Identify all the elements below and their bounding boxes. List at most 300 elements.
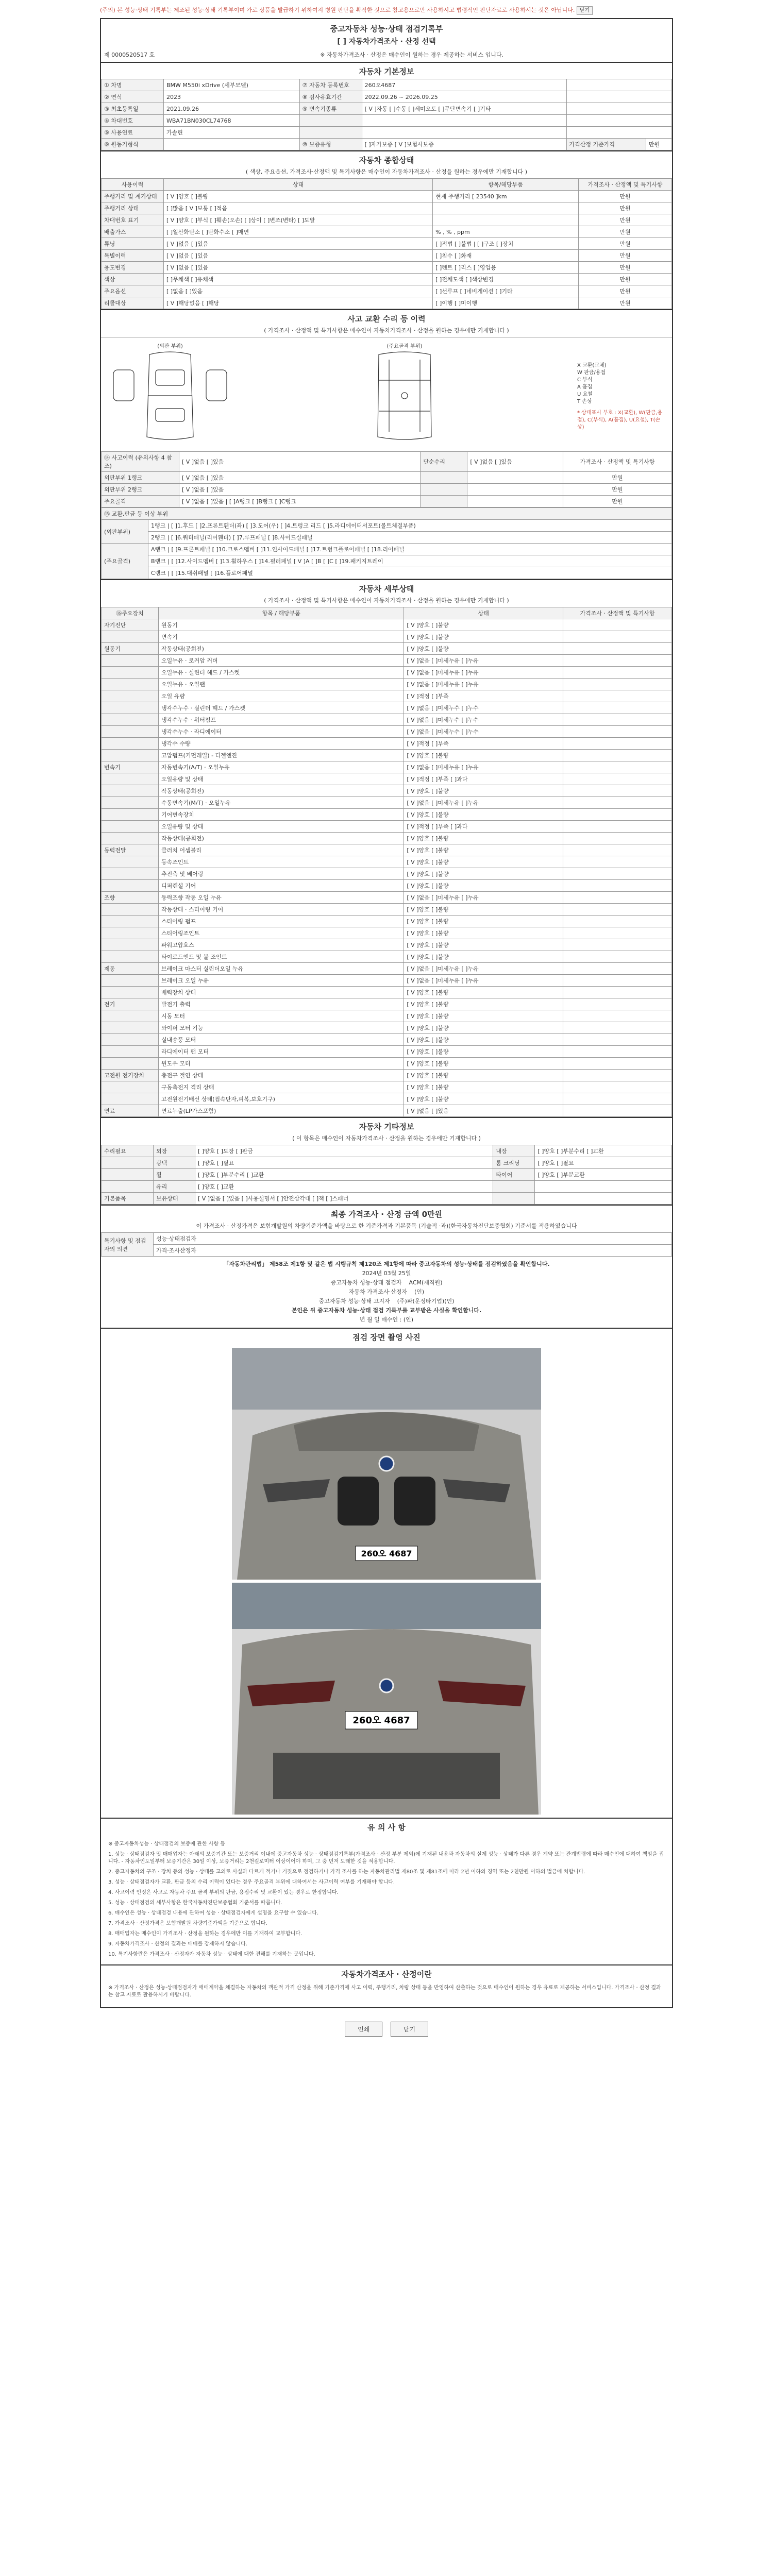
other-value-2: [ ]양호 [ ]부분수리 [ ]교환 (535, 1145, 672, 1157)
note-item: 9. 자동차가격조사 · 산정의 결과는 매매를 강제하지 않습니다. (108, 1941, 247, 1947)
overall-detail: 현재 주행거리 [ 23540 ]km (433, 191, 579, 202)
detail-group (102, 809, 159, 821)
other-group: 수리필요 (102, 1145, 154, 1157)
empty-cell (566, 127, 672, 139)
detail-part: 오일누유 · 오일팬 (159, 679, 404, 690)
overall-detail: [ ]렌트 [ ]리스 [ ]영업용 (433, 262, 579, 274)
detail-price (563, 868, 672, 880)
basic-value: BMW M550i xDrive (세부모델) (164, 79, 300, 91)
detail-price (563, 998, 672, 1010)
basic-label: ⑩ 보증유형 (299, 139, 362, 150)
detail-price (563, 856, 672, 868)
other-value: [ ]양호 [ ]도장 [ ]판금 (195, 1145, 493, 1157)
detail-state: [ V ]양호 [ ]불량 (404, 951, 563, 963)
detail-group (102, 655, 159, 667)
other-value-2 (535, 1193, 672, 1205)
certification-date: 2024년 03월 25일 (362, 1270, 411, 1277)
document-note: ※ 자동차가격조사 · 산정은 매수인이 원하는 경우 제공하는 서비스 입니다. (320, 52, 504, 58)
detail-row (102, 939, 672, 951)
overall-price: 만원 (579, 214, 672, 226)
detail-group (102, 1046, 159, 1058)
detail-group (102, 797, 159, 809)
overall-price: 만원 (579, 238, 672, 250)
detail-state: [ V ]없음 [ ]미세누유 [ ]누유 (404, 679, 563, 690)
detail-state: [ V ]적정 [ ]부족 [ ]과다 (404, 773, 563, 785)
other-group (102, 1157, 154, 1169)
basic-row (102, 127, 672, 139)
note-item: 10. 특기사항란은 가격조사 · 산정자가 자동차 성능 · 상태에 대한 견해를 기재하는 곳입니다. (108, 1952, 315, 1957)
detail-state: [ V ]양호 [ ]불량 (404, 868, 563, 880)
legend-item: U 요철 (577, 392, 593, 397)
detail-part: 냉각수누수 · 실린더 헤드 / 가스켓 (159, 702, 404, 714)
other-group (102, 1169, 154, 1181)
detail-group (102, 916, 159, 927)
note-item: 2. 중고자동차의 구조 · 장치 등의 성능 · 상태를 고의로 사실과 다르게 적거나 거짓으로 점검하거나 가격 조사를 하는 자동차관리법 제80조 및 제81조에 따라 2년 이하의 징역 또는 2천만원 이하의 벌금에 처합니다. (108, 1869, 585, 1875)
detail-part: 고전원전기배선 상태(접속단자,피복,보호기구) (159, 1093, 404, 1105)
detail-row (102, 975, 672, 987)
detail-state: [ V ]양호 [ ]불량 (404, 1034, 563, 1046)
overall-price: 만원 (579, 297, 672, 309)
detail-note: ( 가격조사 · 산정액 및 특기사항은 매수인이 자동차가격조사 · 산정을 원하는 경우에만 기재합니다 ) (264, 597, 509, 604)
detail-group (102, 987, 159, 998)
detail-row (102, 963, 672, 975)
accident-value-2 (467, 496, 563, 507)
accident-value-2 (467, 484, 563, 496)
detail-state: [ V ]양호 [ ]불량 (404, 880, 563, 892)
page (100, 6, 673, 2037)
detail-part: 작동상태(공회전) (159, 785, 404, 797)
notifier-sig-label: 중고자동차 성능·상태 고지자 (318, 1298, 390, 1304)
appraiser-sig-value: (인) (414, 1289, 425, 1295)
detail-price (563, 726, 672, 738)
overall-price: 만원 (579, 191, 672, 202)
other-item: 휠 (154, 1169, 195, 1181)
accident-note: ( 가격조사 · 산정액 및 특기사항은 매수인이 자동차가격조사 · 산정을 원하는 경우에만 기재합니다 ) (264, 327, 509, 334)
detail-row (102, 702, 672, 714)
parts-row (102, 532, 672, 544)
overall-row (102, 214, 672, 226)
other-item-2 (493, 1181, 535, 1193)
overall-state: [ ]없음 [ ]있음 (164, 285, 433, 297)
detail-part: 클러치 어셈블리 (159, 844, 404, 856)
note-item: 5. 성능 · 상태점검의 세부사항은 한국자동차진단보증협회 기준서를 따릅니다. (108, 1900, 282, 1906)
detail-state: [ V ]없음 [ ]미세누유 [ ]누유 (404, 761, 563, 773)
detail-group: 변속기 (102, 761, 159, 773)
detail-row (102, 833, 672, 844)
detail-price (563, 679, 672, 690)
parts-header-row (102, 508, 672, 520)
detail-price (563, 1070, 672, 1081)
overall-state: [ V ]해당없음 [ ]해당 (164, 297, 433, 309)
detail-group (102, 868, 159, 880)
basic-row (102, 103, 672, 115)
detail-group (102, 856, 159, 868)
detail-part: 수동변속기(M/T) · 오일누유 (159, 797, 404, 809)
parts-label: ⑮ 교환,판금 등 이상 부위 (102, 508, 672, 520)
accident-price: 만원 (563, 484, 672, 496)
overall-price: 만원 (579, 262, 672, 274)
price-explainer-text: ※ 가격조사 · 산정은 성능·상태점검자가 매매계약을 체결하는 자동차의 객관적 가격 산정을 위해 기준가격에 사고 이력, 주행거리, 차량 상태 등을 반영하여 산출하는 것으로 매수인이 원하는 경우 유료로 제공하는 서비스입니다. 가격조사 · 산정 결과는 참고 자료로 활용하시기 바랍니다. (108, 1985, 661, 1998)
detail-price (563, 761, 672, 773)
detail-group: 고전원 전기장치 (102, 1070, 159, 1081)
detail-price (563, 785, 672, 797)
legend-item: A 흠집 (577, 384, 593, 390)
accident-price: 만원 (563, 496, 672, 507)
detail-part: 추진축 및 베어링 (159, 868, 404, 880)
basic-value: [ V ]자동 [ ]수동 [ ]세미오토 [ ]무단변속기 [ ]기타 (362, 103, 566, 115)
inspector-sig-label: 중고자동차 성능·상태 점검자 (330, 1279, 402, 1286)
basic-label: ⑦ 자동차 등록번호 (299, 79, 362, 91)
basic-label: ⑤ 사용연료 (102, 127, 164, 139)
overall-row (102, 226, 672, 238)
photos-title: 점검 장면 촬영 사진 (101, 1328, 672, 1345)
price-basis-label: 가격산정 기준가격 (566, 139, 646, 150)
detail-group (102, 702, 159, 714)
detail-group (102, 714, 159, 726)
notifier-sig-value: (주)파(운정타기업)(인) (397, 1298, 455, 1304)
note-item: 7. 가격조사 · 산정가격은 보험개발원 차량기준가액을 기준으로 합니다. (108, 1921, 267, 1926)
detail-row (102, 916, 672, 927)
other-value: [ ]양호 [ ]교환 (195, 1181, 493, 1193)
document-number: 제 0000520517 호 (104, 52, 155, 58)
detail-state: [ V ]양호 [ ]불량 (404, 1058, 563, 1070)
detail-row (102, 1010, 672, 1022)
inspector-sig-value: ACM(재직원) (409, 1279, 443, 1286)
detail-price (563, 975, 672, 987)
detail-row (102, 856, 672, 868)
inspector-opinion: 성능·상태점검자 (154, 1233, 672, 1245)
overall-item: 주행거리 상태 (102, 202, 164, 214)
other-value-2: [ ]양호 [ ]부분교환 (535, 1169, 672, 1181)
detail-part: 오일누유 · 로커암 커버 (159, 655, 404, 667)
basic-label: ④ 차대번호 (102, 115, 164, 127)
basic-label: ③ 최초등록일 (102, 103, 164, 115)
detail-state: [ V ]적정 [ ]부족 (404, 738, 563, 750)
detail-header: 항목 / 해당부품 (159, 607, 404, 619)
detail-price (563, 714, 672, 726)
detail-part: 충전구 절연 상태 (159, 1070, 404, 1081)
accident-value: [ V ]없음 [ ]있음 (179, 484, 421, 496)
detail-row (102, 1070, 672, 1081)
overall-row (102, 262, 672, 274)
other-value: [ ]양호 [ ]부분수리 [ ]교환 (195, 1169, 493, 1181)
detail-part: 와이퍼 모터 기능 (159, 1022, 404, 1034)
overall-detail: [ ]전체도색 [ ]색상변경 (433, 274, 579, 285)
other-value: [ ]양호 [ ]필요 (195, 1157, 493, 1169)
other-row (102, 1169, 672, 1181)
overall-row (102, 238, 672, 250)
outer-part-item: 2랭크 | [ ]6.쿼터패널(리어휀더) [ ]7.루프패널 [ ]8.사이드실패널 (148, 532, 672, 544)
detail-part: 오일유량 및 상태 (159, 821, 404, 833)
overall-item: 주행거리 및 계기상태 (102, 191, 164, 202)
detail-part: 브레이크 마스터 실린더오일 누유 (159, 963, 404, 975)
overall-item: 배출가스 (102, 226, 164, 238)
detail-state: [ V ]양호 [ ]불량 (404, 939, 563, 951)
other-info-table (101, 1145, 672, 1205)
overall-state: [ V ]없음 [ ]있음 (164, 238, 433, 250)
other-info-title: 자동차 기타정보 (101, 1117, 672, 1134)
other-item: 외장 (154, 1145, 195, 1157)
detail-state: [ V ]없음 [ ]미세누유 [ ]누유 (404, 975, 563, 987)
detail-price (563, 738, 672, 750)
detail-header-row (102, 607, 672, 619)
rear-plate: 260오 4687 (352, 1715, 410, 1726)
detail-row (102, 667, 672, 679)
detail-part: 동력조향 작동 오일 누유 (159, 892, 404, 904)
other-value: [ V ]없음 [ ]있음 [ ]사용설명서 [ ]안전삼각대 [ ]잭 [ ]스패너 (195, 1193, 493, 1205)
legend-item: T 손상 (577, 399, 592, 404)
detail-row (102, 1022, 672, 1034)
detail-group (102, 833, 159, 844)
detail-state: [ V ]양호 [ ]불량 (404, 1046, 563, 1058)
overall-item: 리콜대상 (102, 297, 164, 309)
detail-row (102, 809, 672, 821)
detail-row (102, 1034, 672, 1046)
basic-label: ⑥ 원동기형식 (102, 139, 164, 150)
detail-part: 작동상태(공회전) (159, 643, 404, 655)
detail-price (563, 809, 672, 821)
close-button[interactable]: 닫기 (391, 2022, 428, 2037)
detail-part: 윈도우 모터 (159, 1058, 404, 1070)
detail-group (102, 1093, 159, 1105)
overall-state: [ ]무채색 [ ]유채색 (164, 274, 433, 285)
detail-state: [ V ]없음 [ ]미세누수 [ ]누수 (404, 726, 563, 738)
detail-price (563, 833, 672, 844)
outer-parts-group: (외판부위) (102, 520, 148, 544)
notice-text: (주의) 본 성능·상태 기록부는 제조된 성능·상태 기록부이며 가로 상품을 발급하기 위하여지 병원 판단을 확작한 것으로 참고용으로만 사용하시고 법령적인 판단자료로 사용하시는 것은 아닙니다. (100, 7, 575, 13)
frame-part-item: A랭크 | [ ]9.프론트패널 [ ]10.크로스멤버 [ ]11.인사이드패널 [ ]17.트렁크플로어패널 [ ]18.리어패널 (148, 544, 672, 555)
empty-cell (566, 103, 672, 115)
basic-value: WBA71BN030CL74768 (164, 115, 300, 127)
detail-price (563, 951, 672, 963)
accident-label: 외판부위 2랭크 (102, 484, 179, 496)
note-item: 8. 매매업자는 매수인이 가격조사 · 산정을 원하는 경우에만 이를 기재하여 교부합니다. (108, 1931, 303, 1937)
detail-price (563, 797, 672, 809)
detail-price (563, 773, 672, 785)
overall-item: 특별이력 (102, 250, 164, 262)
detail-state: [ V ]양호 [ ]불량 (404, 904, 563, 916)
receipt-statement: 본인은 위 중고자동차 성능·상태 점검 기록부를 교부받은 사실을 확인합니다. (291, 1307, 482, 1314)
overall-state: [ V ]없음 [ ]있음 (164, 250, 433, 262)
basic-value (164, 139, 300, 150)
frame-diagram (343, 342, 466, 447)
detail-part: 오일누유 · 실린더 헤드 / 가스켓 (159, 667, 404, 679)
other-item-2: 타이어 (493, 1169, 535, 1181)
overall-item: 색상 (102, 274, 164, 285)
detail-state: [ V ]양호 [ ]불량 (404, 643, 563, 655)
accident-table (101, 451, 672, 507)
parts-row (102, 555, 672, 567)
overall-detail: [ ]이행 [ ]미이행 (433, 297, 579, 309)
detail-row (102, 643, 672, 655)
detail-row (102, 951, 672, 963)
basic-label: ⑧ 검사유효기간 (299, 91, 362, 103)
accident-value-2: [ V ]없음 [ ]있음 (467, 452, 563, 472)
detail-state: [ V ]없음 [ ]미세누유 [ ]누유 (404, 655, 563, 667)
overall-detail (433, 214, 579, 226)
detail-part: 파워고압호스 (159, 939, 404, 951)
inspection-document (100, 18, 673, 2008)
overall-item: 튜닝 (102, 238, 164, 250)
detail-part: 작동상태(공회전) (159, 833, 404, 844)
detail-part: 등속조인트 (159, 856, 404, 868)
detail-row (102, 1105, 672, 1117)
opinion-label: 특기사항 및 점검자의 의견 (102, 1233, 154, 1257)
legend-note: * 상태표시 부호 : X(교환), W(판금,용접), C(부식), A(흠집), U(요철), T(손상) (577, 410, 663, 430)
detail-row (102, 690, 672, 702)
detail-row (102, 821, 672, 833)
detail-group (102, 951, 159, 963)
detail-part: 구동축전지 격리 상태 (159, 1081, 404, 1093)
print-button[interactable]: 인쇄 (345, 2022, 382, 2037)
accident-label: 외판부위 1랭크 (102, 472, 179, 484)
detail-row (102, 773, 672, 785)
detail-row (102, 631, 672, 643)
detail-group (102, 880, 159, 892)
accident-value: [ V ]없음 [ ]있음 (179, 472, 421, 484)
detail-row (102, 868, 672, 880)
detail-group (102, 785, 159, 797)
detail-group (102, 1022, 159, 1034)
detail-row (102, 1058, 672, 1070)
car-frame-icon (343, 349, 466, 442)
accident-label-2 (421, 484, 467, 496)
detail-group: 원동기 (102, 643, 159, 655)
detail-header: 상태 (404, 607, 563, 619)
basic-value: 260오4687 (362, 79, 566, 91)
detail-state: [ V ]양호 [ ]불량 (404, 987, 563, 998)
overall-note: ( 색상, 주요옵션, 가격조사·산정액 및 특기사항은 매수인이 자동차가격조사 · 산정을 원하는 경우에만 기재합니다 ) (245, 168, 528, 175)
detail-price (563, 1081, 672, 1093)
accident-row (102, 452, 672, 472)
outer-panel-diagram (108, 342, 232, 447)
damage-legend (577, 342, 665, 447)
legend-item: X 교환(교체) (577, 363, 607, 368)
basic-label: ① 차명 (102, 79, 164, 91)
overall-header: 항목/해당부품 (433, 179, 579, 191)
overall-item: 차대번호 표기 (102, 214, 164, 226)
other-row (102, 1181, 672, 1193)
basic-row (102, 91, 672, 103)
other-item-2: 내장 (493, 1145, 535, 1157)
price-explainer-title: 자동차가격조사 · 산정이란 (101, 1964, 672, 1981)
detail-state: [ V ]양호 [ ]불량 (404, 856, 563, 868)
other-item: 광택 (154, 1157, 195, 1169)
note-item: 3. 성능 · 상태점검자가 교환, 판금 등의 수리 이력이 있다는 경우 주요골격 부위에 대하여서는 사고이력 여부를 기재해야 합니다. (108, 1879, 395, 1885)
overall-detail: [ ]선루프 [ ]네비게이션 [ ]기타 (433, 285, 579, 297)
empty-cell (566, 79, 672, 91)
basic-value: [ ]자가보증 [ V ]보험사보증 (362, 139, 566, 150)
detail-group (102, 939, 159, 951)
detail-group: 연료 (102, 1105, 159, 1117)
detail-price (563, 1058, 672, 1070)
basic-value: 2023 (164, 91, 300, 103)
overall-price: 만원 (579, 285, 672, 297)
detail-group (102, 726, 159, 738)
detail-state: [ V ]양호 [ ]불량 (404, 1010, 563, 1022)
notice-bar (100, 6, 673, 15)
accident-price: 가격조사 · 산정액 및 특기사항 (563, 452, 672, 472)
detail-part: 냉각수 수량 (159, 738, 404, 750)
detail-group (102, 773, 159, 785)
document-title: 중고자동차 성능·상태 점검기록부 (330, 24, 443, 33)
detail-state: [ V ]양호 [ ]불량 (404, 844, 563, 856)
detail-price (563, 750, 672, 761)
detail-price (563, 987, 672, 998)
detail-part: 오일 유량 (159, 690, 404, 702)
detail-row (102, 927, 672, 939)
accident-row (102, 496, 672, 507)
detail-part: 타이로드엔드 및 볼 조인트 (159, 951, 404, 963)
certification-statement: 「자동차관리법」 제58조 제1항 및 같은 법 시행규칙 제120조 제1항에 따라 중고자동차의 성능·상태를 점검하였음을 확인합니다. (223, 1261, 550, 1267)
detail-state: [ V ]양호 [ ]불량 (404, 750, 563, 761)
detail-state: [ V ]양호 [ ]불량 (404, 1093, 563, 1105)
overall-detail: % , % , ppm (433, 226, 579, 238)
detail-group (102, 750, 159, 761)
parts-row (102, 567, 672, 579)
overall-detail: [ ]침수 [ ]화재 (433, 250, 579, 262)
detail-state: [ V ]양호 [ ]불량 (404, 927, 563, 939)
accident-label-2: 단순수리 (421, 452, 467, 472)
detail-price (563, 643, 672, 655)
overall-row (102, 274, 672, 285)
note-item: 4. 사고이력 인정은 사고로 자동차 주요 골격 부위의 판금, 용접수리 및 교환이 있는 경우로 한정합니다. (108, 1890, 339, 1895)
basic-row (102, 139, 672, 150)
frame-diagram-caption: (주요골격 부위) (386, 344, 423, 349)
overall-row (102, 191, 672, 202)
basic-value (362, 115, 566, 127)
detail-price (563, 702, 672, 714)
detail-row (102, 1046, 672, 1058)
overall-state: [ ]많음 [ V ]보통 [ ]적음 (164, 202, 433, 214)
detail-state: [ V ]없음 [ ]미세누유 [ ]누유 (404, 892, 563, 904)
document-meta (101, 49, 672, 62)
detail-state: [ V ]없음 [ ]미세누유 [ ]누유 (404, 963, 563, 975)
accident-value: [ V ]없음 [ ]있음 (179, 452, 421, 472)
parts-row (102, 544, 672, 555)
appraiser-sig-label: 자동차 가격조사·산정자 (348, 1289, 408, 1295)
notice-close-button[interactable]: 닫기 (577, 6, 593, 15)
detail-part: 연료누출(LP가스포함) (159, 1105, 404, 1117)
detail-state: [ V ]양호 [ ]불량 (404, 833, 563, 844)
detail-state: [ V ]없음 [ ]있음 (404, 1105, 563, 1117)
detail-price (563, 619, 672, 631)
accident-row (102, 472, 672, 484)
detail-part: 스티어링 펌프 (159, 916, 404, 927)
detail-group (102, 631, 159, 643)
overall-table (101, 178, 672, 309)
other-row (102, 1145, 672, 1157)
detail-price (563, 690, 672, 702)
overall-detail (433, 202, 579, 214)
detail-part: 스티어링조인트 (159, 927, 404, 939)
detail-price (563, 631, 672, 643)
detail-row (102, 987, 672, 998)
action-buttons (100, 2022, 673, 2037)
accident-label-2 (421, 472, 467, 484)
parts-table (101, 507, 672, 579)
overall-row (102, 285, 672, 297)
basic-row (102, 115, 672, 127)
front-photo (232, 1348, 541, 1580)
other-group: 기본품목 (102, 1193, 154, 1205)
detail-part: 작동상태 · 스티어링 기어 (159, 904, 404, 916)
detail-group (102, 1010, 159, 1022)
detail-part: 실내송풍 모터 (159, 1034, 404, 1046)
detail-part: 오일유량 및 상태 (159, 773, 404, 785)
basic-value: 가솔린 (164, 127, 300, 139)
overall-detail: [ ]적법 [ ]불법 | [ ]구조 [ ]장치 (433, 238, 579, 250)
